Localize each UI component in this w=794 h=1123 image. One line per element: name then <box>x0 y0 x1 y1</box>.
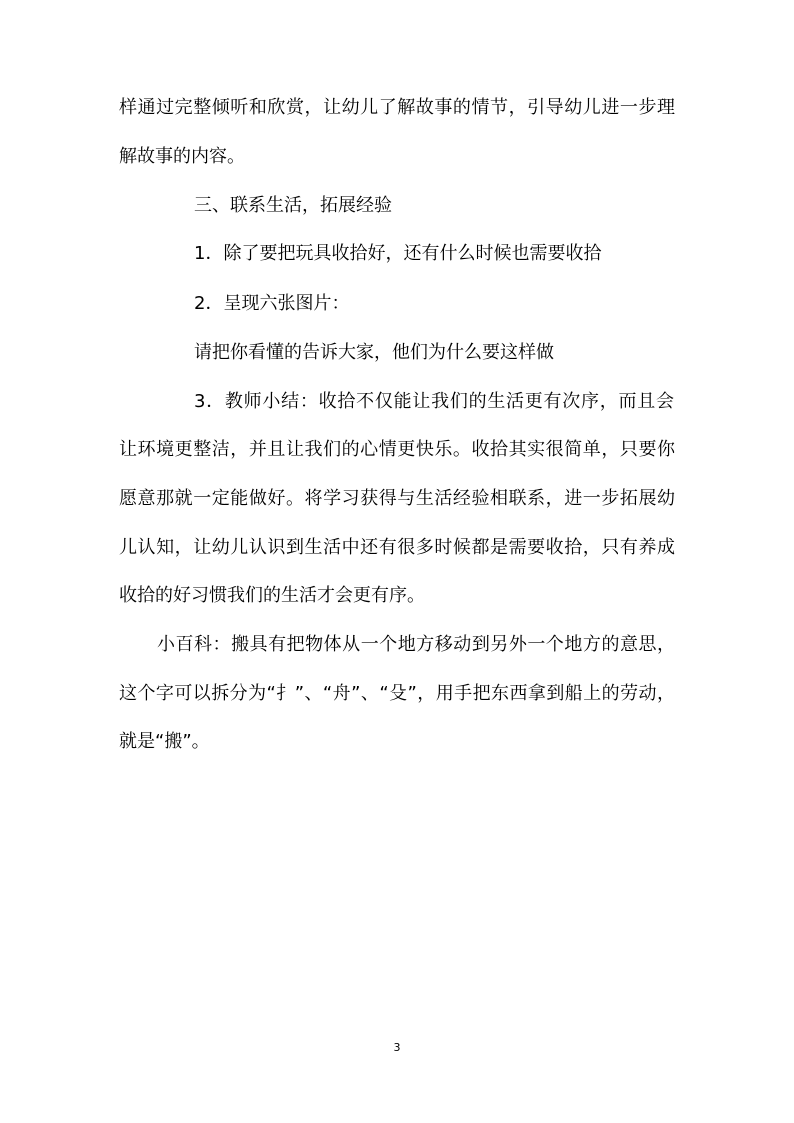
list-item: 3．教师小结：收拾不仅能让我们的生活更有次序，而且会 <box>194 391 674 412</box>
text-line: 解故事的内容。 <box>119 146 245 167</box>
note-line: 小百科：搬具有把物体从一个地方移动到另外一个地方的意思， <box>157 634 675 655</box>
text-line: 愿意那就一定能做好。将学习获得与生活经验相联系，进一步拓展幼 <box>119 488 675 509</box>
page-number: 3 <box>393 1041 401 1054</box>
list-item: 2．呈现六张图片： <box>194 293 350 314</box>
text-line: 请把你看懂的告诉大家，他们为什么要这样做 <box>194 342 554 363</box>
note-line: 这个字可以拆分为“扌”、“舟”、“殳”，用手把东西拿到船上的劳动， <box>119 683 675 704</box>
list-item: 1．除了要把玩具收拾好，还有什么时候也需要收拾 <box>194 243 602 264</box>
text-line: 让环境更整洁，并且让我们的心情更快乐。收拾其实很简单，只要你 <box>119 439 675 460</box>
text-line: 儿认知，让幼儿认识到生活中还有很多时候都是需要收拾，只有养成 <box>119 537 675 558</box>
text-line: 收拾的好习惯我们的生活才会更有序。 <box>119 585 425 606</box>
note-line: 就是“搬”。 <box>119 731 210 752</box>
section-heading: 三、联系生活，拓展经验 <box>194 195 392 216</box>
text-line: 样通过完整倾听和欣赏，让幼儿了解故事的情节，引导幼儿进一步理 <box>119 97 675 118</box>
